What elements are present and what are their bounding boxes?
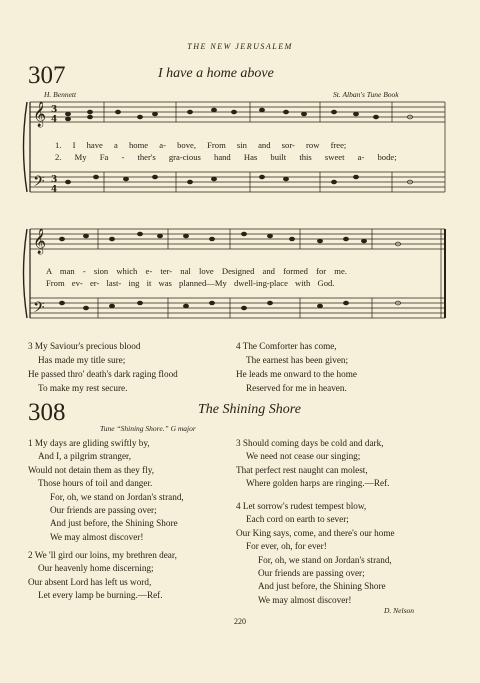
- svg-text:𝄢: 𝄢: [33, 173, 45, 194]
- hymn308-verse-4: 4 Let sorrow's rudest tempest blow, Each cord on earth to sever; Our King says, come, and there's our home For ever, oh, for ever! For, oh, we stand on Jordan's strand, Our friends are passing over; And just before, the Shining Shore We may almost discover!: [236, 501, 395, 605]
- lyric-line-2-verse-2: From ev- er- last- ing it was planned—My dwell-ing-place with God.: [46, 278, 335, 288]
- author: D. Nelson: [384, 606, 414, 615]
- hymn308-verse-3: 3 Should coming days be cold and dark, We need not cease our singing; That perfect rest naught can molest, Where golden harps are ringing.—Ref.: [236, 438, 390, 489]
- running-head: THE NEW JERUSALEM: [187, 42, 293, 51]
- hymn-title-308: The Shining Shore: [198, 402, 301, 417]
- hymn307-verse-4: 4 The Comforter has come, The earnest has been given; He leads me onward to the home Reserved for me in heaven.: [236, 341, 357, 393]
- svg-text:𝄞: 𝄞: [33, 229, 47, 254]
- composer: H. Bennett: [44, 90, 77, 99]
- lyric-line-2-verse-1: A man - sion which e- ter- nal love Designed and formed for me.: [46, 266, 347, 276]
- svg-text:𝄞: 𝄞: [33, 102, 47, 127]
- hymn-title-307: I have a home above: [158, 66, 274, 81]
- svg-text:4: 4: [51, 115, 58, 125]
- svg-text:4: 4: [51, 185, 58, 195]
- hymn-number-307: 307: [28, 62, 66, 89]
- hymn308-verse-2: 2 We 'll gird our loins, my brethren dear, Our heavenly home discerning; Our absent Lord has left us word, Let every lamp be burning.—Ref.: [28, 550, 177, 601]
- hymn307-verse-3: 3 My Saviour's precious blood Has made my title sure; He passed thro' death's dark raging flood To make my rest secure.: [28, 341, 178, 393]
- tune-source: St. Alban's Tune Book: [333, 90, 399, 99]
- tune-info: Tune “Shining Shore.” G major: [100, 424, 196, 433]
- svg-text:3: 3: [51, 105, 58, 115]
- svg-text:𝄢: 𝄢: [33, 299, 45, 320]
- hymn308-verse-1: 1 My days are gliding swiftly by, And I, a pilgrim stranger, Would not detain them as they fly, Those hours of toil and danger. For, oh, we stand on Jordan's strand, Our friends are passing over; And just before, the Shining Shore We may almost discover!: [28, 438, 184, 542]
- hymn-number-308: 308: [28, 399, 66, 426]
- lyric-line-1-verse-2: 2. My Fa - ther's gra-cious hand Has built this sweet a- bode;: [55, 152, 397, 162]
- page-number: 220: [234, 617, 246, 626]
- svg-text:3: 3: [51, 175, 58, 185]
- lyric-line-1-verse-1: 1. I have a home a- bove, From sin and sor- row free;: [55, 140, 347, 150]
